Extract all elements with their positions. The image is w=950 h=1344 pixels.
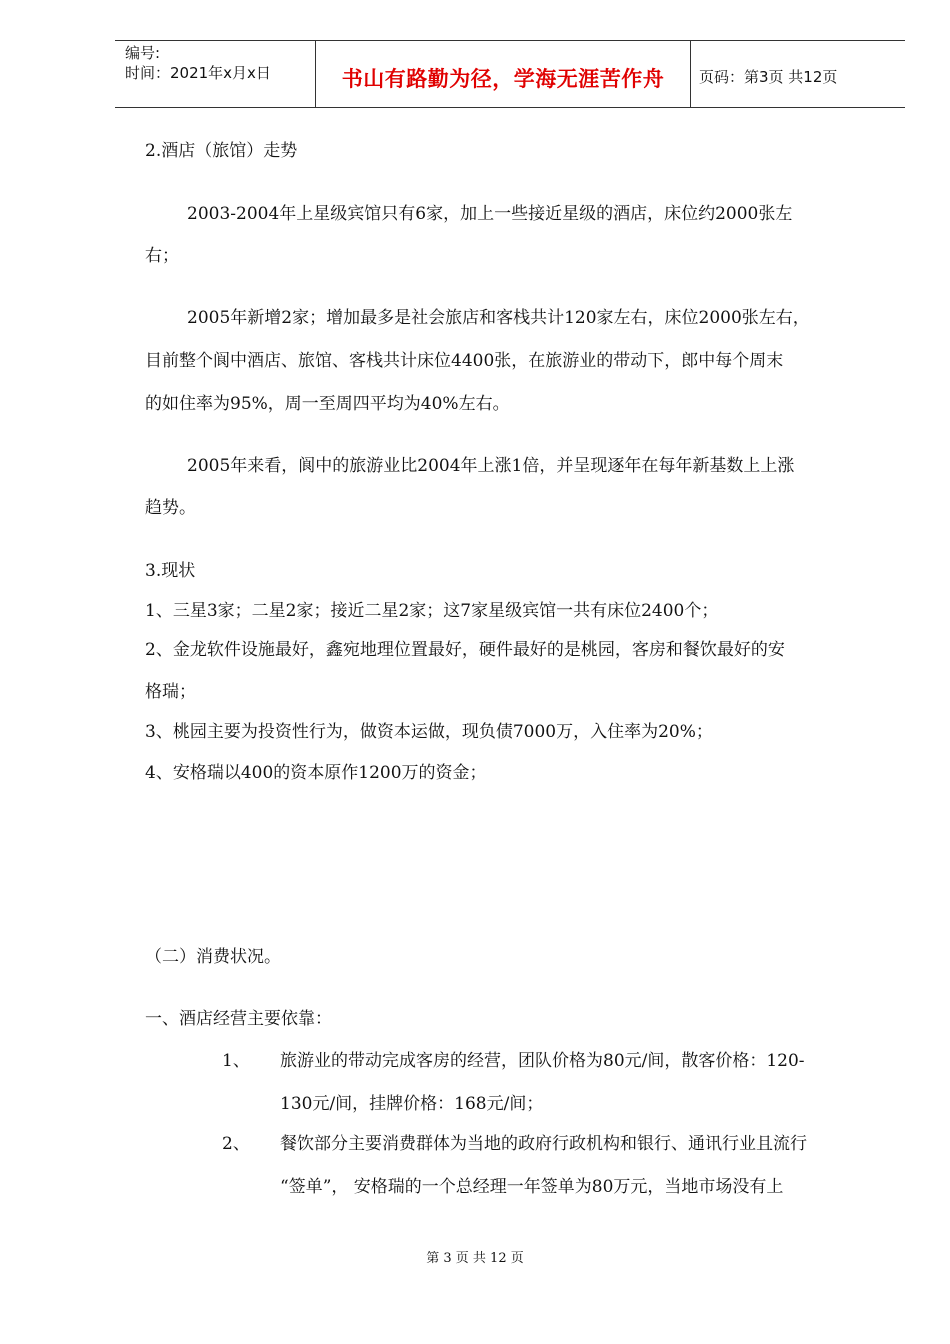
paragraph-2-line-1: 2005年新增2家；增加最多是社会旅店和客栈共计120家左右，床位2000张左右， [187, 308, 810, 328]
page-label: 页码：第3页 共12页 [699, 68, 838, 86]
page-header [115, 40, 905, 108]
paragraph-1-line-2: 右； [145, 246, 179, 266]
section-2-title: 2.酒店（旅馆）走势 [145, 141, 298, 161]
motto: 书山有路勤为径，学海无涯苦作舟 [341, 67, 665, 91]
paragraph-2-line-2: 目前整个阆中酒店、旅馆、客栈共计床位4400张，在旅游业的带动下，郎中每个周末 [145, 351, 784, 371]
paragraph-3-line-2: 趋势。 [145, 498, 196, 518]
status-item-4: 4、安格瑞以400的资本原作1200万的资金； [145, 763, 487, 783]
list-item-1-line-2: 130元/间，挂牌价格：168元/间； [280, 1094, 544, 1114]
list-item-2-line-1: 餐饮部分主要消费群体为当地的政府行政机构和银行、通讯行业且流行 [280, 1134, 807, 1154]
list-item-1-line-1: 旅游业的带动完成客房的经营，团队价格为80元/间，散客价格：120- [280, 1051, 805, 1071]
header-meta [115, 41, 315, 107]
paragraph-3-line-1: 2005年来看，阆中的旅游业比2004年上涨1倍，并呈现逐年在每年新基数上上涨 [187, 456, 795, 476]
header-motto-cell [315, 41, 691, 107]
page-footer: 第 3 页 共 12 页 [426, 1251, 524, 1266]
subsection-2-heading-1: 一、酒店经营主要依靠： [145, 1009, 332, 1029]
list-item-2-number: 2、 [222, 1134, 250, 1154]
list-item-2-line-2: “签单”， 安格瑞的一个总经理一年签单为80万元，当地市场没有上 [280, 1177, 784, 1197]
paragraph-1-line-1: 2003-2004年上星级宾馆只有6家，加上一些接近星级的酒店，床位约2000张左 [187, 204, 793, 224]
status-item-1: 1、三星3家；二星2家；接近二星2家；这7家星级宾馆一共有床位2400个； [145, 601, 719, 621]
header-page-cell [690, 41, 905, 107]
paragraph-2-line-3: 的如住率为95%，周一至周四平均为40%左右。 [145, 394, 510, 414]
status-item-2-line-2: 格瑞； [145, 682, 196, 702]
list-item-1-number: 1、 [222, 1051, 250, 1071]
status-item-3: 3、桃园主要为投资性行为，做资本运做，现负债7000万，入住率为20%； [145, 722, 713, 742]
section-3-title: 3.现状 [145, 561, 196, 581]
number-label: 编号: [125, 44, 161, 62]
time-label: 时间：2021年x月x日 [125, 64, 271, 82]
subsection-2-title: （二）消费状况。 [145, 947, 281, 967]
status-item-2-line-1: 2、金龙软件设施最好，鑫宛地理位置最好，硬件最好的是桃园，客房和餐饮最好的安 [145, 640, 785, 660]
